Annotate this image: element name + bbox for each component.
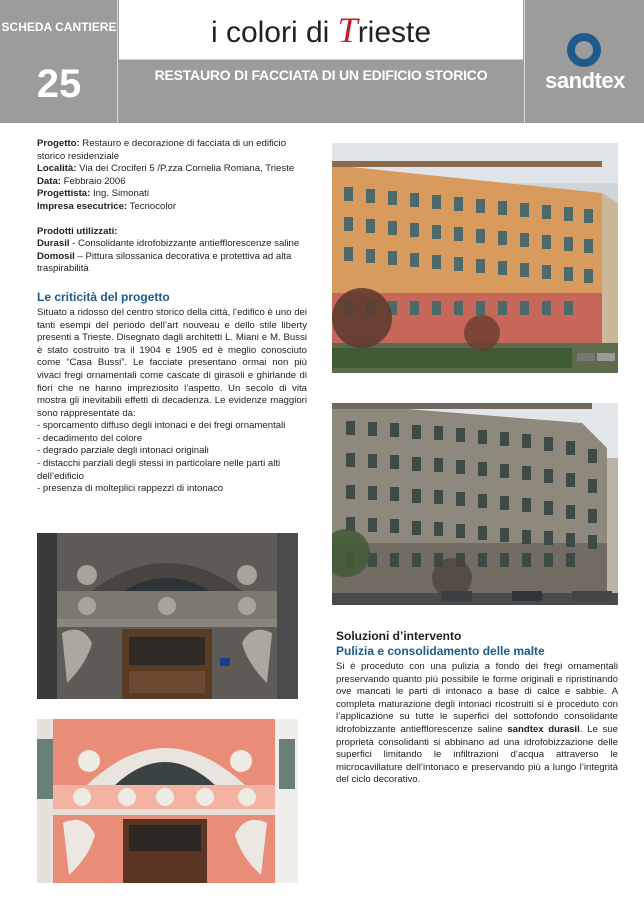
info-label: Progetto: <box>37 138 80 149</box>
list-item: - degrado parziale degli intonaci originali <box>37 445 209 457</box>
series-title-rest: rieste <box>357 16 432 49</box>
criticita-heading: Le criticità del progetto <box>37 289 170 304</box>
product-desc: – Pittura silossanica decorativa e protettiva ad alta traspirabilità <box>37 250 292 275</box>
list-item: - distacchi parziali degli stessi in particolare nelle parti alti dell’edificio <box>37 458 281 482</box>
info-value: Febbraio 2006 <box>61 175 126 187</box>
series-title-box <box>119 0 523 60</box>
list-item: - decadimento del colore <box>37 432 143 444</box>
brand-block <box>524 0 644 123</box>
list-item: - presenza di molteplici rappezzi di intonaco <box>37 483 224 495</box>
product-name: Durasil <box>37 238 70 250</box>
info-label: Impresa esecutrice: <box>37 200 128 212</box>
product-item <box>37 238 307 251</box>
product-item <box>37 251 307 276</box>
series-title-initial: T <box>337 10 358 50</box>
info-row <box>37 188 307 201</box>
info-label: Località: <box>37 163 77 175</box>
soluzioni-text-after: . Le sue proprietà consolidanti si abbinano ad una idrofobizzazione delle superfici limitando le infiltrazioni d’acqua attraverso le microcavillature dell’intonaco e preservando più a lungo l’integrità del ciclo decorativo. <box>336 723 618 786</box>
scheda-label: SCHEDA CANTIERE <box>1 20 117 34</box>
page-subtitle: RESTAURO DI FACCIATA DI UN EDIFICIO STORICO <box>154 67 488 83</box>
info-row <box>37 201 307 214</box>
soluzioni-text-before: Si è proceduto con una pulizia a fondo dei fregi ornamentali preservando quanto più possibile le forme originali e ripristinando ove mancati le parti di intonaco a base di calce e sabbie. A completa maturazione degli intonaci ricostruiti si è proceduto con l’applicazione su tutte le superfici del sottofondo consolidante idrofobizzante antiefflorescenze saline <box>336 661 618 735</box>
info-value: Ing. Simonati <box>90 188 149 200</box>
series-title <box>119 12 523 51</box>
project-info <box>37 138 307 214</box>
building-before-photo <box>332 403 618 605</box>
criticita-list <box>37 420 307 496</box>
info-label: Progettista: <box>37 188 91 200</box>
info-value: Via dei Crociferi 5 /P.zza Cornelia Romana, Trieste <box>76 163 295 175</box>
list-item: - sporcamento diffuso degli intonaci e dei fregi ornamentali <box>37 420 286 432</box>
brand-logo-text: sandtex <box>545 68 625 93</box>
product-desc: - Consolidante idrofobizzante antiefflorescenze saline <box>69 238 300 250</box>
scheda-number: 25 <box>36 62 82 106</box>
facade-detail-before-photo <box>37 533 298 699</box>
soluzioni-subheading: Pulizia e consolidamento delle malte <box>336 644 545 658</box>
info-row <box>37 176 307 189</box>
products-heading: Prodotti utilizzati: <box>37 225 118 237</box>
soluzioni-text <box>336 661 618 787</box>
info-value: Restauro e decorazione di facciata di un edificio storico residenziale <box>37 138 287 162</box>
facade-detail-after-photo <box>37 719 298 883</box>
building-restored-photo <box>332 143 618 373</box>
sandtex-logo-icon <box>567 33 601 67</box>
series-title-prefix: i colori di <box>210 16 338 49</box>
soluzioni-product: sandtex durasil <box>507 723 580 735</box>
soluzioni-heading: Soluzioni d’intervento <box>336 629 462 643</box>
criticita-text: Situato a ridosso del centro storico della città, l’edifico è uno dei tanti esempi del periodo dell’art nouveau e dello stile liberty presenti a Trieste. Disegnato dagli architetti L. Miani e M. Bussi è stato costruito tra il 1904 e 1905 ed è meglio conosciuto come “Casa Bussi”. Le facciate presentano ormai non più vivaci fregi ornamentali come cascate di girasoli e ghirlande di fiori che ne hanno impreziosito l’aspetto. Un secolo di vita mostra gli inevitabili effetti di decadenza. Le evidenze maggiori sono rappresentate da: <box>37 306 307 419</box>
header-band <box>0 0 644 123</box>
title-block <box>119 0 523 123</box>
right-text-column <box>336 629 618 787</box>
info-row <box>37 163 307 176</box>
info-value: Tecnocolor <box>127 200 177 212</box>
info-label: Data: <box>37 175 61 187</box>
products-section <box>37 226 307 276</box>
scheda-block <box>0 0 118 123</box>
left-text-column <box>37 138 307 496</box>
info-row <box>37 138 307 163</box>
product-name: Domosil <box>37 250 75 262</box>
